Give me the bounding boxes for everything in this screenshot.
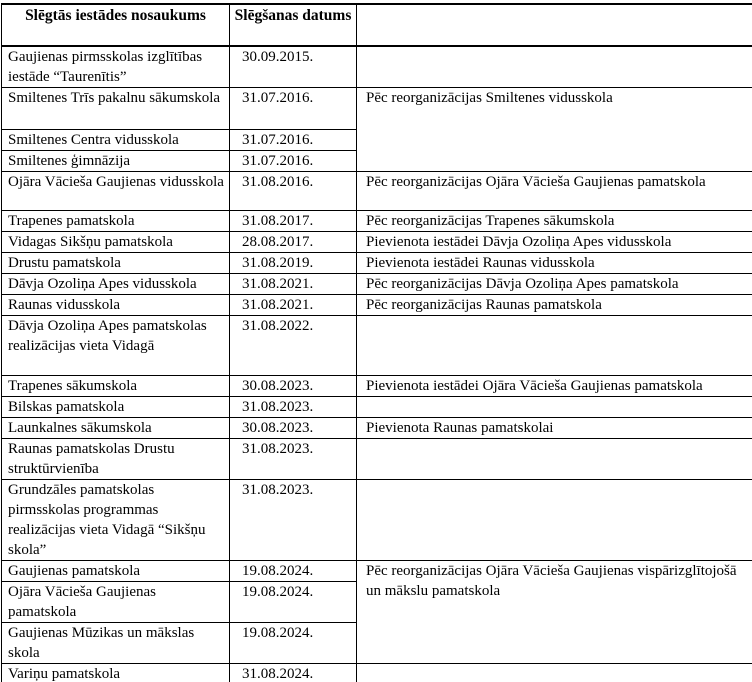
institution-name-cell: Variņu pamatskola: [2, 664, 230, 682]
institution-name-cell: Grundzāles pamatskolas pirmsskolas programmas realizācijas vieta Vidagā “Sikšņu skola”: [2, 480, 230, 561]
header-institution-name: Slēgtās iestādes nosaukums: [2, 4, 230, 46]
closing-date-cell: 31.08.2022.: [230, 316, 357, 376]
institution-name-cell: Gaujienas pamatskola: [2, 561, 230, 582]
header-closing-date: Slēgšanas datums: [230, 4, 357, 46]
closing-date-cell: 31.08.2019.: [230, 253, 357, 274]
institution-name-cell: Smiltenes Centra vidusskola: [2, 130, 230, 151]
header-empty: [357, 4, 752, 46]
table-row: [2, 46, 752, 88]
institution-name-cell: Launkalnes sākumskola: [2, 418, 230, 439]
closing-date-cell: 19.08.2024.: [230, 582, 357, 623]
table-row: [2, 561, 752, 582]
note-cell: [357, 439, 752, 480]
institution-name-cell: Drustu pamatskola: [2, 253, 230, 274]
closing-date-cell: 30.09.2015.: [230, 46, 357, 88]
note-cell: [357, 46, 752, 88]
institution-name-cell: Dāvja Ozoliņa Apes pamatskolas realizācijas vieta Vidagā: [2, 316, 230, 376]
institution-name-cell: Gaujienas Mūzikas un mākslas skola: [2, 623, 230, 664]
note-cell: [357, 397, 752, 418]
institution-name-cell: Bilskas pamatskola: [2, 397, 230, 418]
institution-name-cell: Smiltenes ģimnāzija: [2, 151, 230, 172]
note-cell: Pēc reorganizācijas Trapenes sākumskola: [357, 211, 752, 232]
note-cell: [357, 480, 752, 561]
closing-date-cell: 31.08.2023.: [230, 480, 357, 561]
closing-date-cell: 28.08.2017.: [230, 232, 357, 253]
institution-name-cell: Trapenes sākumskola: [2, 376, 230, 397]
table-row: [2, 253, 752, 274]
institution-name-cell: Ojāra Vācieša Gaujienas pamatskola: [2, 582, 230, 623]
header-row: [2, 4, 752, 46]
note-cell: Pēc reorganizācijas Dāvja Ozoliņa Apes pamatskola: [357, 274, 752, 295]
note-cell: Pēc reorganizācijas Ojāra Vācieša Gaujienas pamatskola: [357, 172, 752, 211]
table-row: [2, 316, 752, 376]
closing-date-cell: 31.08.2024.: [230, 664, 357, 682]
closing-date-cell: 31.08.2023.: [230, 439, 357, 480]
institution-name-cell: Trapenes pamatskola: [2, 211, 230, 232]
table-row: [2, 376, 752, 397]
closed-institutions-table: [1, 3, 752, 682]
note-cell: Pēc reorganizācijas Raunas pamatskola: [357, 295, 752, 316]
institution-name-cell: Dāvja Ozoliņa Apes vidusskola: [2, 274, 230, 295]
table-row: [2, 172, 752, 211]
institution-name-cell: Smiltenes Trīs pakalnu sākumskola: [2, 88, 230, 130]
closing-date-cell: 30.08.2023.: [230, 376, 357, 397]
closing-date-cell: 19.08.2024.: [230, 561, 357, 582]
closing-date-cell: 31.08.2016.: [230, 172, 357, 211]
institution-name-cell: Vidagas Sikšņu pamatskola: [2, 232, 230, 253]
table-row: [2, 88, 752, 130]
note-cell: Pievienota Raunas pamatskolai: [357, 418, 752, 439]
note-cell: [357, 316, 752, 376]
table-row: [2, 274, 752, 295]
table-row: [2, 664, 752, 682]
institution-name-cell: Raunas vidusskola: [2, 295, 230, 316]
note-cell-merged: Pēc reorganizācijas Smiltenes vidusskola: [357, 88, 752, 172]
closing-date-cell: 31.08.2021.: [230, 295, 357, 316]
closing-date-cell: 30.08.2023.: [230, 418, 357, 439]
note-cell: Pievienota iestādei Ojāra Vācieša Gaujienas pamatskola: [357, 376, 752, 397]
institution-name-cell: Raunas pamatskolas Drustu struktūrvienība: [2, 439, 230, 480]
note-cell: Pievienota iestādei Dāvja Ozoliņa Apes vidusskola: [357, 232, 752, 253]
table-row: [2, 480, 752, 561]
note-cell-merged: Pēc reorganizācijas Ojāra Vācieša Gaujienas vispārizglītojošā un mākslu pamatskola: [357, 561, 752, 664]
closing-date-cell: 31.07.2016.: [230, 130, 357, 151]
closing-date-cell: 19.08.2024.: [230, 623, 357, 664]
institution-name-cell: Ojāra Vācieša Gaujienas vidusskola: [2, 172, 230, 211]
table-row: [2, 397, 752, 418]
closing-date-cell: 31.08.2023.: [230, 397, 357, 418]
closing-date-cell: 31.07.2016.: [230, 151, 357, 172]
table-row: [2, 418, 752, 439]
table-row: [2, 439, 752, 480]
closing-date-cell: 31.08.2017.: [230, 211, 357, 232]
closing-date-cell: 31.07.2016.: [230, 88, 357, 130]
table-row: [2, 295, 752, 316]
note-cell: [357, 664, 752, 682]
institution-name-cell: Gaujienas pirmsskolas izglītības iestāde “Taurenītis”: [2, 46, 230, 88]
table-row: [2, 232, 752, 253]
note-cell: Pievienota iestādei Raunas vidusskola: [357, 253, 752, 274]
table-row: [2, 211, 752, 232]
closing-date-cell: 31.08.2021.: [230, 274, 357, 295]
